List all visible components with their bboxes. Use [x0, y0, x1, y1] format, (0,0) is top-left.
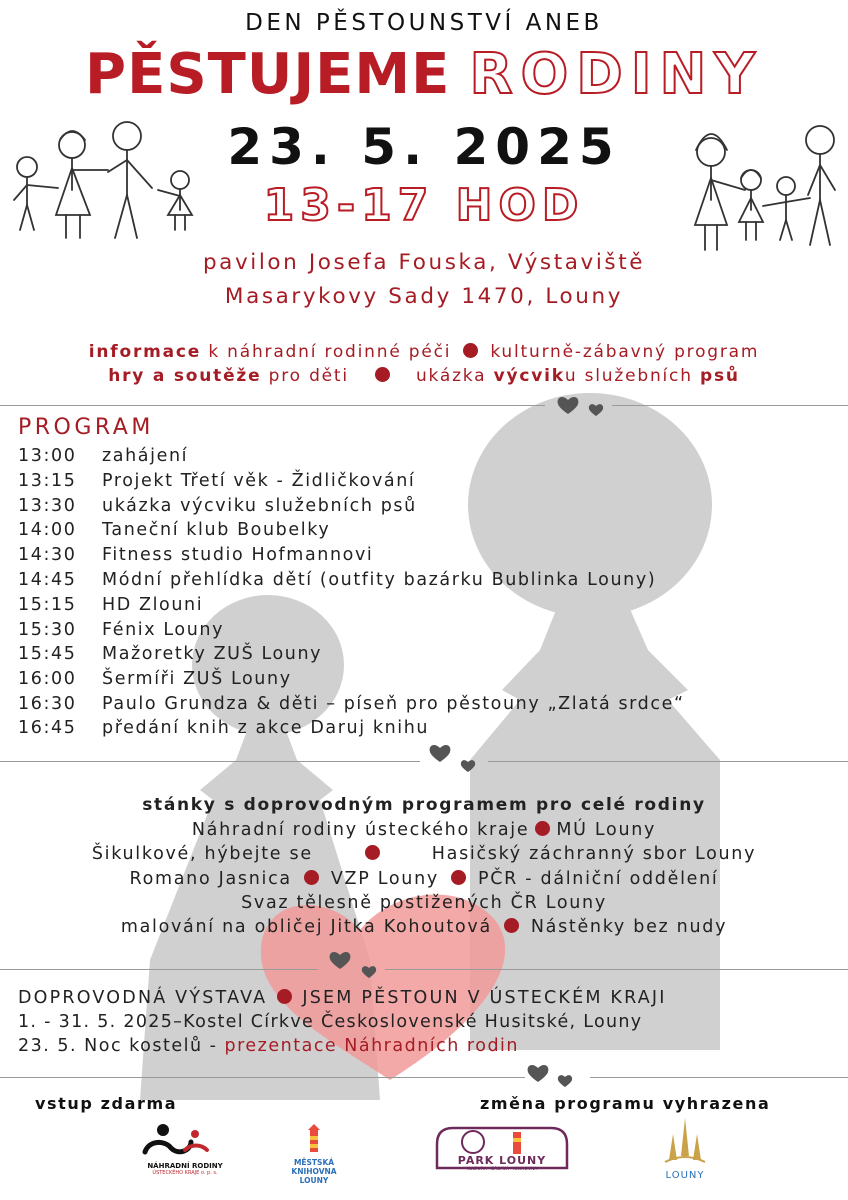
program-item	[18, 595, 203, 615]
bullet-dot	[365, 845, 380, 860]
program-label: Módní přehlídka dětí (outfity bazárku Bublinka Louny)	[102, 570, 657, 590]
exhibition-row-2: 1. - 31. 5. 2025–Kostel Církve Československé Husitské, Louny	[18, 1012, 643, 1032]
stand-item: malování na obličej Jitka Kohoutová	[120, 917, 492, 937]
stand-item: PČR - dálniční oddělení	[477, 869, 719, 889]
free-entry: vstup zdarma	[35, 1094, 178, 1113]
bullet-dot	[463, 343, 478, 358]
highlight-info-rest: k náhradní rodinné péči	[201, 342, 452, 362]
logo-nahradni-rodiny	[135, 1120, 235, 1176]
program-item	[18, 496, 417, 516]
exhibition-night: 23. 5. Noc kostelů -	[18, 1036, 225, 1056]
louny-church-icon	[655, 1116, 715, 1166]
separator	[0, 1077, 525, 1078]
program-time: 14:45	[18, 570, 77, 590]
program-time: 13:15	[18, 471, 77, 491]
program-item	[18, 570, 656, 590]
program-item	[18, 446, 188, 466]
lighthouse-icon	[282, 1124, 346, 1154]
program-time: 15:15	[18, 595, 77, 615]
logo-louny	[655, 1116, 715, 1181]
program-label: Paulo Grundza & děti – píseň pro pěstouny „Zlatá srdce“	[102, 694, 685, 714]
highlight-info-bold: informace	[88, 342, 202, 362]
bullet-dot	[304, 870, 319, 885]
main-title	[0, 42, 848, 107]
event-date: 23. 5. 2025	[227, 118, 621, 176]
bullet-dot	[375, 367, 390, 382]
nahradni-rodiny-icon	[135, 1120, 235, 1156]
program-time: 13:30	[18, 496, 77, 516]
venue-line-1: pavilon Josefa Fouska, Výstaviště	[202, 250, 646, 275]
program-time: 16:00	[18, 669, 77, 689]
program-label: Mažoretky ZUŠ Louny	[102, 644, 323, 664]
stand-item: MÚ Louny	[556, 820, 657, 840]
program-label: zahájení	[102, 446, 189, 466]
separator	[488, 761, 848, 762]
program-time: 14:00	[18, 520, 77, 540]
exhibition-subtitle: JSEM PĚSTOUN V ÚSTECKÉM KRAJI	[302, 988, 667, 1008]
bullet-dot	[504, 918, 519, 933]
title-solid: PĚSTUJEME	[85, 42, 451, 107]
logo-text: NÁHRADNÍ RODINY	[147, 1162, 223, 1170]
program-item	[18, 620, 224, 640]
stands-row-2	[0, 844, 848, 864]
logo-text: MĚSTSKÁ	[293, 1158, 335, 1167]
stands-row-3	[0, 869, 848, 889]
separator	[0, 761, 420, 762]
stand-item: VZP Louny	[330, 869, 439, 889]
program-time: 15:30	[18, 620, 77, 640]
program-time: 16:45	[18, 718, 77, 738]
program-item	[18, 694, 685, 714]
logo-mestska-knihovna	[282, 1124, 346, 1185]
program-label: Taneční klub Boubelky	[102, 520, 331, 540]
program-item	[18, 520, 330, 540]
exhibition-presentation: prezentace Náhradních rodin	[224, 1036, 520, 1056]
separator	[385, 969, 848, 970]
program-heading: PROGRAM	[18, 415, 154, 440]
logo-text: PARK LOUNY	[457, 1154, 547, 1167]
stand-item: Nástěnky bez nudy	[530, 917, 728, 937]
program-label: HD Zlouni	[102, 595, 204, 615]
header-kicker: DEN PĚSTOUNSTVÍ ANEB	[245, 10, 603, 36]
program-time: 13:00	[18, 446, 77, 466]
logo-text: LOUNY	[665, 1170, 705, 1181]
program-label: předání knih z akce Daruj knihu	[102, 718, 430, 738]
bullet-dot	[535, 821, 550, 836]
stands-row-5	[0, 917, 848, 937]
highlight-games-bold: hry a soutěže	[108, 366, 262, 386]
logo-text: ÚSTECKÉHO KRAJE o. p. s.	[152, 1170, 218, 1176]
logo-text: KULTURA · ZÁBAVA · KNIHOVNA	[466, 1167, 538, 1172]
title-outline: RODINY	[469, 42, 763, 107]
program-time: 14:30	[18, 545, 77, 565]
highlight-program: kulturně-zábavný program	[490, 342, 760, 362]
highlight-dogs-bold-1: výcvik	[493, 366, 565, 386]
stand-item: Náhradní rodiny ústeckého kraje	[191, 820, 530, 840]
exhibition-row-1	[18, 988, 667, 1008]
event-time: 13-17 HOD	[263, 180, 585, 231]
exhibition-title: DOPROVODNÁ VÝSTAVA	[18, 988, 268, 1008]
stand-item: Šikulkové, hýbejte se	[91, 844, 313, 864]
program-time: 15:45	[18, 644, 77, 664]
program-item	[18, 669, 292, 689]
program-item	[18, 545, 373, 565]
logo-text: KNIHOVNA	[291, 1167, 337, 1176]
separator	[590, 1077, 848, 1078]
exhibition-row-3	[18, 1036, 519, 1056]
stands-row-1	[0, 820, 848, 840]
program-change-note: změna programu vyhrazena	[480, 1094, 771, 1113]
program-label: Šermíři ZUŠ Louny	[102, 669, 292, 689]
highlight-dogs-1: ukázka	[415, 366, 494, 386]
highlights-row-2	[0, 366, 848, 386]
stands-row-4: Svaz tělesně postižených ČR Louny	[241, 893, 607, 913]
venue-line-2: Masarykovy Sady 1470, Louny	[224, 284, 624, 309]
highlight-games-rest: pro děti	[261, 366, 349, 386]
program-label: Fitness studio Hofmannovi	[102, 545, 374, 565]
highlight-dogs-2: u služebních	[564, 366, 700, 386]
highlight-dogs-bold-2: psů	[699, 366, 740, 386]
separator	[612, 405, 848, 406]
program-label: Fénix Louny	[102, 620, 225, 640]
bullet-dot	[451, 870, 466, 885]
program-item	[18, 644, 322, 664]
program-item	[18, 471, 415, 491]
program-item	[18, 718, 429, 738]
program-label: ukázka výcviku služebních psů	[102, 496, 417, 516]
highlights-row-1	[0, 342, 848, 362]
bullet-dot	[277, 989, 292, 1004]
separator	[0, 405, 545, 406]
program-time: 16:30	[18, 694, 77, 714]
stand-item: Hasičský záchranný sbor Louny	[431, 844, 757, 864]
program-label: Projekt Třetí věk - Židličkování	[102, 471, 416, 491]
stands-heading: stánky s doprovodným programem pro celé rodiny	[142, 795, 706, 815]
logo-park-louny	[433, 1124, 571, 1172]
separator	[0, 969, 318, 970]
logo-text: LOUNY	[299, 1176, 329, 1185]
stand-item: Romano Jasnica	[129, 869, 292, 889]
